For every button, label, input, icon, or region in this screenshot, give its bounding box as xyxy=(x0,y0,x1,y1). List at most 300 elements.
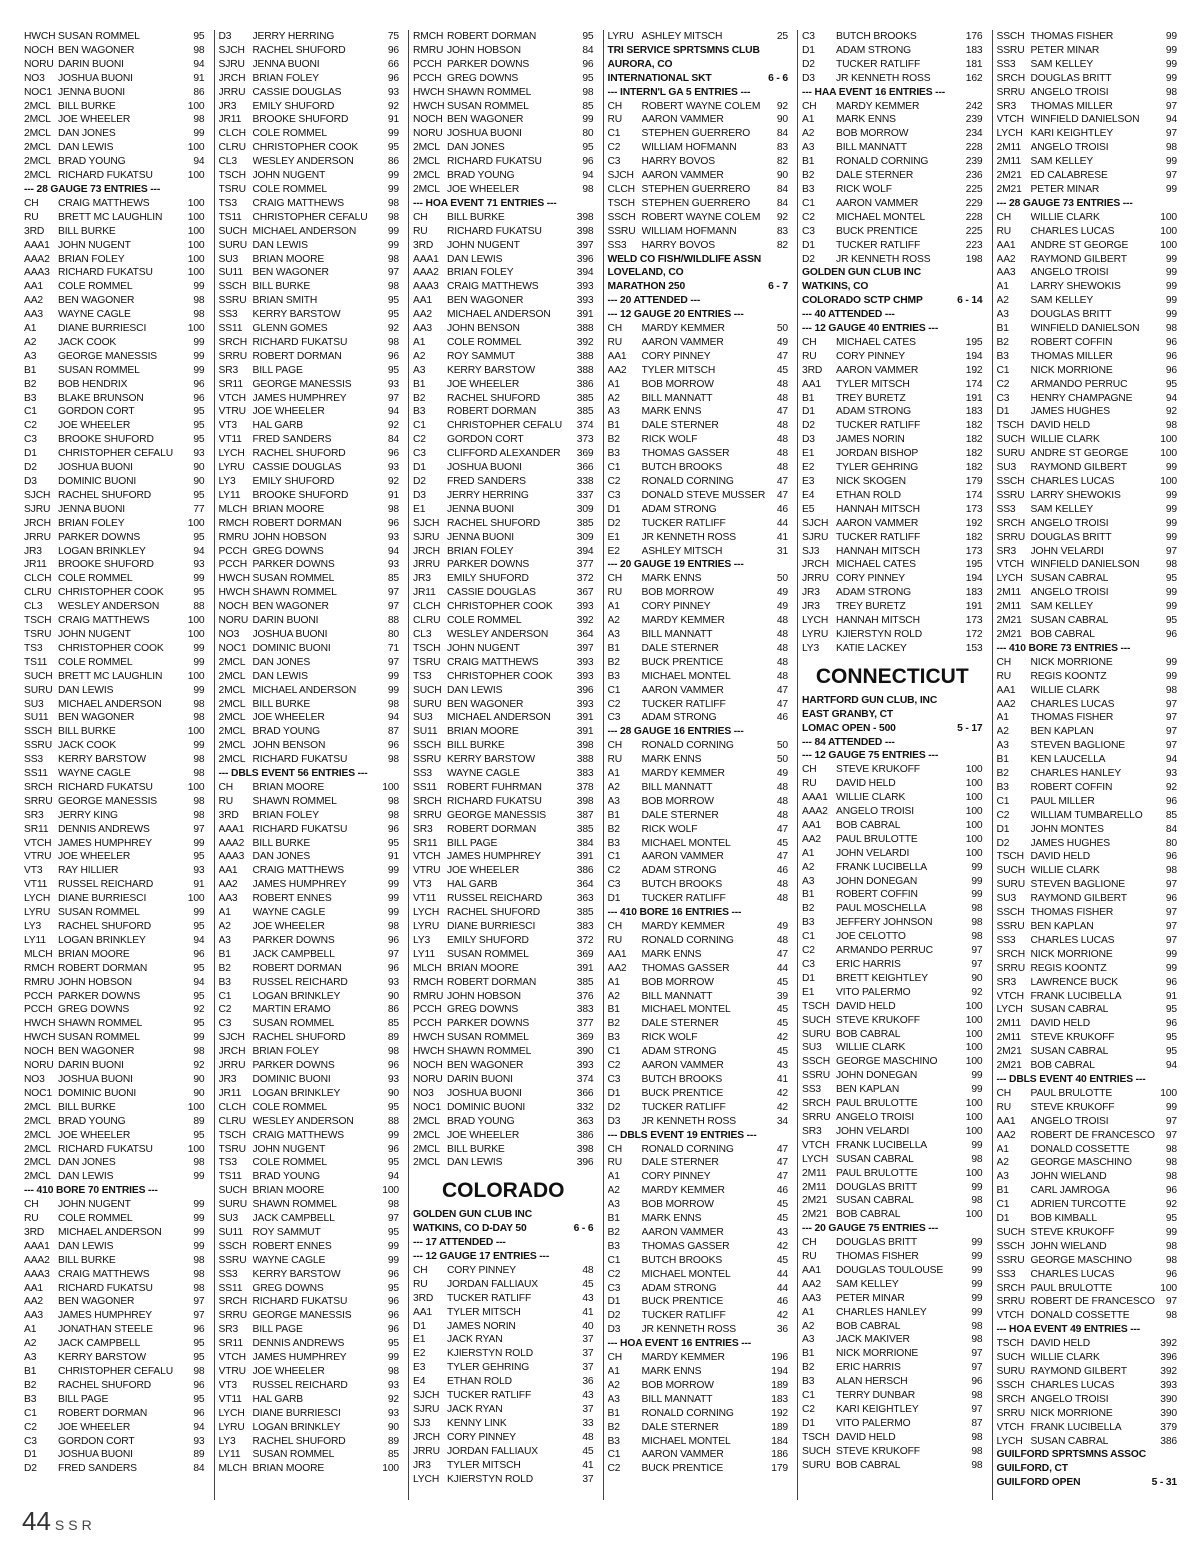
class-code: B1 xyxy=(24,364,37,376)
shooter-name: DAVID HELD xyxy=(836,778,896,790)
shooter-name: BRETT MC LAUGHLIN xyxy=(58,670,163,682)
class-code: SSCH xyxy=(996,1379,1025,1391)
class-code: E2 xyxy=(802,462,815,474)
shooter-name: GREG DOWNS xyxy=(252,1282,324,1294)
result-row xyxy=(413,545,594,559)
result-row xyxy=(219,531,400,545)
class-code: A2 xyxy=(607,392,620,404)
class-code: VTCH xyxy=(218,392,246,404)
shooter-name: DAVID HELD xyxy=(836,1431,896,1443)
score: 96 xyxy=(387,1324,399,1336)
score: 92 xyxy=(387,476,399,487)
class-code: SUCH xyxy=(218,225,248,237)
shooter-name: DAN JONES xyxy=(252,851,311,863)
score: 186 xyxy=(771,1449,788,1461)
class-code: C2 xyxy=(607,1060,621,1072)
class-code: 2MCL xyxy=(24,1115,51,1127)
result-row xyxy=(802,419,983,433)
class-code: LY3 xyxy=(802,642,820,654)
score: 398 xyxy=(576,225,594,237)
result-row xyxy=(802,1347,983,1361)
score: 41 xyxy=(776,1073,788,1085)
class-code: 2MCL xyxy=(24,170,51,182)
result-row xyxy=(219,1226,400,1240)
score: 50 xyxy=(776,740,788,752)
shooter-name: GREG DOWNS xyxy=(252,545,324,557)
result-row xyxy=(413,169,594,183)
score: 44 xyxy=(776,517,788,529)
shooter-name: ADRIEN TURCOTTE xyxy=(1030,1199,1126,1211)
class-code: HWCH xyxy=(24,1018,56,1030)
shooter-name: DOMINIC BUONI xyxy=(447,1101,526,1113)
result-row xyxy=(219,934,400,948)
class-code: AA1 xyxy=(413,1306,433,1318)
shooter-name: JENNA BUONI xyxy=(252,58,320,70)
score: 98 xyxy=(971,1195,983,1207)
result-row xyxy=(997,1017,1178,1031)
class-code: CL3 xyxy=(24,601,43,613)
page-number: 44 xyxy=(22,1506,51,1536)
score: 364 xyxy=(576,628,594,640)
class-code: RMRU xyxy=(24,976,55,988)
shooter-name: BRIAN MOORE xyxy=(58,948,130,960)
class-code: LY11 xyxy=(218,489,241,501)
shooter-name: WILLIE CLARK xyxy=(1030,684,1100,696)
shooter-name: RONALD CORNING xyxy=(641,1407,734,1419)
result-row xyxy=(219,239,400,253)
result-row xyxy=(608,1045,789,1059)
score: 196 xyxy=(771,1352,788,1364)
score: 239 xyxy=(965,114,983,126)
class-code: D2 xyxy=(607,517,621,529)
class-code: SJRU xyxy=(24,503,51,515)
shooter-name: RACHEL SHUFORD xyxy=(252,448,346,460)
shooter-name: NICK MORRIONE xyxy=(1030,364,1113,376)
class-code: B2 xyxy=(802,1362,815,1374)
result-row xyxy=(219,656,400,670)
class-code: SR3 xyxy=(218,1324,239,1336)
result-row xyxy=(413,489,594,503)
result-row xyxy=(219,1365,400,1379)
class-code: SSCH xyxy=(413,740,442,752)
class-code: PCCH xyxy=(413,58,442,70)
class-code: SSRU xyxy=(996,44,1025,56)
score: 95 xyxy=(193,406,205,418)
score: 100 xyxy=(187,239,205,251)
class-code: SS3 xyxy=(607,239,627,251)
class-code: AA2 xyxy=(996,253,1016,265)
score: 92 xyxy=(1165,781,1177,793)
score: 95 xyxy=(193,990,205,1002)
shooter-name: BILL BURKE xyxy=(252,837,311,849)
result-row xyxy=(802,614,983,628)
shooter-name: HAL GARB xyxy=(252,1393,303,1405)
score: 99 xyxy=(193,907,205,919)
score: 80 xyxy=(1165,837,1177,849)
class-code: SUCH xyxy=(24,670,53,682)
class-code: AA2 xyxy=(607,364,627,376)
score: 98 xyxy=(193,1157,205,1169)
score: 94 xyxy=(193,976,205,988)
class-code: PCCH xyxy=(218,545,248,557)
result-row xyxy=(24,86,205,100)
score: 99 xyxy=(1165,503,1177,515)
result-row xyxy=(608,1351,789,1365)
class-code: SUCH xyxy=(413,684,442,696)
score: 88 xyxy=(387,1115,399,1127)
shooter-name: GORDON CORT xyxy=(58,406,135,418)
result-row xyxy=(802,169,983,183)
shooter-name: BILL MANNATT xyxy=(641,392,713,404)
shooter-name: JOHN BENSON xyxy=(447,323,520,335)
result-row xyxy=(997,948,1178,962)
result-row xyxy=(413,934,594,948)
class-code: A1 xyxy=(607,378,620,390)
score: 98 xyxy=(1165,684,1177,696)
score: 99 xyxy=(1165,670,1177,682)
shooter-name: ROBERT DE FRANCESCO xyxy=(1030,1296,1155,1308)
score: 100 xyxy=(965,1000,983,1012)
score: 92 xyxy=(387,323,399,335)
result-row xyxy=(219,642,400,656)
result-row xyxy=(413,72,594,86)
shooter-name: BRIAN MOORE xyxy=(252,1185,325,1197)
result-row xyxy=(24,253,205,267)
result-row xyxy=(802,1292,983,1306)
class-code: VTRU xyxy=(24,851,52,863)
score: 97 xyxy=(1165,879,1177,891)
score: 99 xyxy=(971,861,983,873)
class-code: CH xyxy=(607,100,623,112)
result-row xyxy=(413,1306,594,1320)
shooter-name: STEVEN BAGLIONE xyxy=(1030,879,1125,891)
shooter-name: CHRISTOPHER CEFALU xyxy=(58,448,173,460)
score: 373 xyxy=(576,434,594,446)
shooter-name: BOB CABRAL xyxy=(836,819,901,831)
shooter-name: PETER MINAR xyxy=(836,1292,905,1304)
shooter-name: JOE WHEELER xyxy=(252,1366,325,1377)
score: 93 xyxy=(387,531,399,543)
shooter-name: RICK WOLF xyxy=(836,183,892,195)
score: 383 xyxy=(576,768,594,780)
score: 87 xyxy=(387,726,399,738)
shooter-name: MICHAEL ANDERSON xyxy=(252,225,357,237)
shooter-name: HANNAH MITSCH xyxy=(836,545,920,557)
shooter-name: BEN WAGONER xyxy=(447,698,524,710)
score: 96 xyxy=(1165,364,1177,376)
score: 93 xyxy=(387,462,399,474)
shooter-name: JAMES HUMPHREY xyxy=(252,1352,347,1364)
result-row xyxy=(413,1347,594,1361)
shooter-name: WESLEY ANDERSON xyxy=(447,628,549,640)
class-code: NOC1 xyxy=(218,642,247,654)
shooter-name: JENNA BUONI xyxy=(58,86,126,98)
club-line: GUILFORD, CT xyxy=(996,1463,1068,1475)
shooter-name: JACK COOK xyxy=(58,336,117,348)
shooter-name: MICHAEL MONTEL xyxy=(641,1435,731,1447)
score: 33 xyxy=(582,1417,594,1429)
class-code: A1 xyxy=(996,1143,1009,1155)
class-code: B3 xyxy=(24,392,37,404)
result-row xyxy=(997,934,1178,948)
score: 100 xyxy=(187,893,205,905)
class-code: SJ3 xyxy=(413,1417,431,1429)
class-code: CH xyxy=(802,764,817,776)
section-header: --- 84 ATTENDED --- xyxy=(802,736,895,748)
shooter-name: BROOKE SHUFORD xyxy=(58,559,154,571)
score: 393 xyxy=(576,601,594,613)
result-row xyxy=(24,739,205,753)
score: 46 xyxy=(776,503,788,515)
result-row xyxy=(219,1379,400,1393)
result-row xyxy=(219,30,400,44)
score: 99 xyxy=(1165,31,1177,42)
shooter-name: ANGELO TROISI xyxy=(1030,587,1109,599)
class-code: 3RD xyxy=(413,239,434,251)
class-code: LYCH xyxy=(802,1153,829,1165)
score: 100 xyxy=(965,1125,983,1137)
score: 98 xyxy=(193,698,205,710)
class-code: LYCH xyxy=(996,1004,1023,1016)
shooter-name: DALE STERNER xyxy=(641,1157,719,1169)
shooter-name: PAUL MOSCHELLA xyxy=(836,903,927,915)
result-row xyxy=(997,962,1178,976)
score: 99 xyxy=(193,1226,205,1238)
shooter-name: STEVE KRUKOFF xyxy=(836,1014,920,1026)
class-code: C1 xyxy=(607,851,621,863)
shooter-name: BOB KIMBALL xyxy=(1030,1213,1097,1225)
score: 97 xyxy=(1165,1296,1177,1308)
score: 95 xyxy=(193,1018,205,1030)
shooter-name: SUSAN CABRAL xyxy=(1030,615,1109,627)
shooter-name: RAYMOND GILBERT xyxy=(1030,253,1127,265)
score: 100 xyxy=(382,781,399,793)
shooter-name: LOGAN BRINKLEY xyxy=(252,1087,341,1099)
class-code: A1 xyxy=(413,336,426,348)
class-code: CH xyxy=(996,656,1012,668)
score: 97 xyxy=(1165,712,1177,724)
score: 97 xyxy=(971,1348,983,1360)
section-header: --- 28 GAUGE 73 ENTRIES --- xyxy=(24,183,161,195)
class-code: HWCH xyxy=(413,1032,445,1044)
shooter-name: KJIERSTYN ROLD xyxy=(836,628,923,640)
result-row xyxy=(608,322,789,336)
class-code: JR11 xyxy=(413,587,436,599)
result-row xyxy=(219,795,400,809)
result-row xyxy=(802,239,983,253)
result-row xyxy=(219,1017,400,1031)
class-code: VTCH xyxy=(996,1421,1024,1433)
score: 89 xyxy=(193,1449,205,1461)
score: 398 xyxy=(576,1143,594,1155)
score: 90 xyxy=(193,1087,205,1099)
class-code: TSCH xyxy=(218,1129,246,1141)
class-code: JRCH xyxy=(802,559,829,571)
class-code: B2 xyxy=(607,1226,620,1238)
class-code: B3 xyxy=(24,1393,37,1405)
class-code: SRRU xyxy=(996,1407,1026,1419)
shooter-name: ROY SAMMUT xyxy=(252,1226,321,1238)
shooter-name: BRIAN SMITH xyxy=(252,295,318,307)
score: 309 xyxy=(576,503,594,515)
score: 40 xyxy=(582,1320,594,1332)
result-row xyxy=(802,127,983,141)
result-row xyxy=(413,1059,594,1073)
shooter-name: TYLER GEHRING xyxy=(836,462,919,474)
result-row xyxy=(413,948,594,962)
shooter-name: ANGELO TROISI xyxy=(1030,142,1109,154)
result-row xyxy=(997,878,1178,892)
shooter-name: HANNAH MITSCH xyxy=(836,503,920,515)
result-row xyxy=(413,837,594,851)
class-code: 2MCL xyxy=(24,100,51,112)
result-row xyxy=(608,656,789,670)
result-row xyxy=(219,990,400,1004)
class-code: SRCH xyxy=(218,1296,248,1308)
result-row xyxy=(24,1309,205,1323)
page-footer xyxy=(22,1506,96,1537)
score: 93 xyxy=(387,86,399,98)
result-row xyxy=(24,878,205,892)
score: 372 xyxy=(576,934,594,946)
shooter-name: HANNAH MITSCH xyxy=(836,615,920,627)
result-row xyxy=(413,517,594,531)
shooter-name: MICHAEL MONTEL xyxy=(641,837,731,849)
score: 100 xyxy=(1160,225,1177,237)
result-row xyxy=(24,1129,205,1143)
score: 85 xyxy=(387,1449,399,1461)
class-code: C3 xyxy=(802,959,815,970)
class-code: NO3 xyxy=(218,628,240,640)
score: 100 xyxy=(1160,1282,1177,1294)
result-row xyxy=(24,781,205,795)
score: 100 xyxy=(187,253,205,265)
class-code: CLRU xyxy=(218,142,246,154)
shooter-name: KERRY BARSTOW xyxy=(447,754,535,766)
shooter-name: CHARLES LUCAS xyxy=(1030,1379,1115,1391)
shooter-name: KARI KEIGHTLEY xyxy=(836,1404,919,1415)
shooter-name: TUCKER RATLIFF xyxy=(836,239,921,251)
shooter-name: LARRY SHEWOKIS xyxy=(1030,489,1121,501)
result-row xyxy=(802,1153,983,1167)
score: 96 xyxy=(1165,976,1177,988)
class-code: AA1 xyxy=(802,378,822,390)
result-row xyxy=(608,1393,789,1407)
result-row xyxy=(802,586,983,600)
shooter-name: WILLIAM TUMBARELLO xyxy=(1030,809,1143,821)
class-code: 2MCL xyxy=(218,754,246,766)
score: 100 xyxy=(187,100,205,112)
score: 194 xyxy=(771,1366,788,1377)
result-row xyxy=(997,1226,1178,1240)
score: 391 xyxy=(576,962,594,974)
shooter-name: CARL JAMROGA xyxy=(1030,1185,1110,1197)
shooter-name: JAMES NORIN xyxy=(447,1320,516,1332)
publication-name: SSR xyxy=(54,1517,96,1533)
shooter-name: BEN WAGONER xyxy=(58,1296,135,1308)
class-code: SSCH xyxy=(218,1240,247,1252)
result-row xyxy=(997,1435,1178,1449)
score: 99 xyxy=(193,1213,205,1225)
class-code: SJCH xyxy=(413,1390,440,1402)
result-row xyxy=(219,698,400,712)
club-line: LOVELAND, CO xyxy=(607,267,684,279)
score: 86 xyxy=(193,86,205,98)
class-code: AA3 xyxy=(24,1310,44,1322)
state-heading: COLORADO xyxy=(442,1179,565,1203)
shooter-name: DAN JONES xyxy=(58,1157,116,1169)
shooter-name: MARDY KEMMER xyxy=(641,768,725,780)
shooter-name: THOMAS GASSER xyxy=(641,1240,730,1252)
score: 98 xyxy=(387,921,399,932)
class-code: D1 xyxy=(996,406,1010,418)
class-code: D1 xyxy=(607,1087,621,1099)
class-code: TSCH xyxy=(996,851,1024,863)
shooter-name: ETHAN ROLD xyxy=(836,489,901,501)
shooter-name: RICHARD FUKATSU xyxy=(58,170,153,182)
class-code: A3 xyxy=(996,1171,1009,1183)
result-row xyxy=(608,1323,789,1337)
class-code: SU3 xyxy=(24,698,44,710)
score: 96 xyxy=(582,58,594,70)
score: 100 xyxy=(187,1143,205,1155)
score: 239 xyxy=(965,156,983,168)
result-row xyxy=(802,930,983,944)
shooter-name: DOUGLAS BRITT xyxy=(836,1181,918,1193)
result-row xyxy=(802,958,983,972)
score: 397 xyxy=(576,642,594,654)
class-code: SSRU xyxy=(218,1254,247,1266)
result-row xyxy=(802,777,983,791)
shooter-name: BOB CABRAL xyxy=(836,1459,901,1471)
shooter-name: PAUL BRULOTTE xyxy=(836,1167,918,1179)
score: 98 xyxy=(193,795,205,807)
event-line xyxy=(997,1476,1178,1490)
score: 99 xyxy=(1165,656,1177,668)
score: 173 xyxy=(965,503,983,515)
shooter-name: KERRY BARSTOW xyxy=(58,1352,146,1364)
result-row xyxy=(608,155,789,169)
class-code: SRCH xyxy=(996,948,1026,960)
score: 71 xyxy=(387,642,399,654)
class-code: A1 xyxy=(607,601,620,613)
shooter-name: THOMAS FISHER xyxy=(1030,907,1114,919)
shooter-name: RICHARD FUKATSU xyxy=(447,795,542,807)
shooter-name: STEVE KRUKOFF xyxy=(1030,1226,1115,1238)
class-code: CLRU xyxy=(218,1115,246,1127)
event-name: GUILFORD OPEN xyxy=(996,1477,1081,1489)
result-row xyxy=(802,628,983,642)
shooter-name: GEORGE MANESSIS xyxy=(58,795,158,807)
result-row xyxy=(24,1003,205,1017)
result-row xyxy=(413,670,594,684)
class-code: CH xyxy=(218,781,234,793)
score: 75 xyxy=(387,31,399,42)
class-code: 2M21 xyxy=(996,628,1022,640)
shooter-name: BUTCH BROOKS xyxy=(641,1073,723,1085)
class-code: RU xyxy=(218,795,234,807)
shooter-name: PARKER DOWNS xyxy=(58,990,141,1002)
score: 99 xyxy=(1165,1226,1177,1238)
result-row xyxy=(219,475,400,489)
shooter-name: JOHN DONEGAN xyxy=(836,875,918,887)
shooter-name: AARON VAMMER xyxy=(836,517,919,529)
shooter-name: THOMAS GASSER xyxy=(641,448,730,460)
shooter-name: DONALD COSSETTE xyxy=(1030,1143,1130,1155)
result-row xyxy=(997,1407,1178,1421)
score: 86 xyxy=(387,1004,399,1016)
score: 45 xyxy=(776,1046,788,1058)
